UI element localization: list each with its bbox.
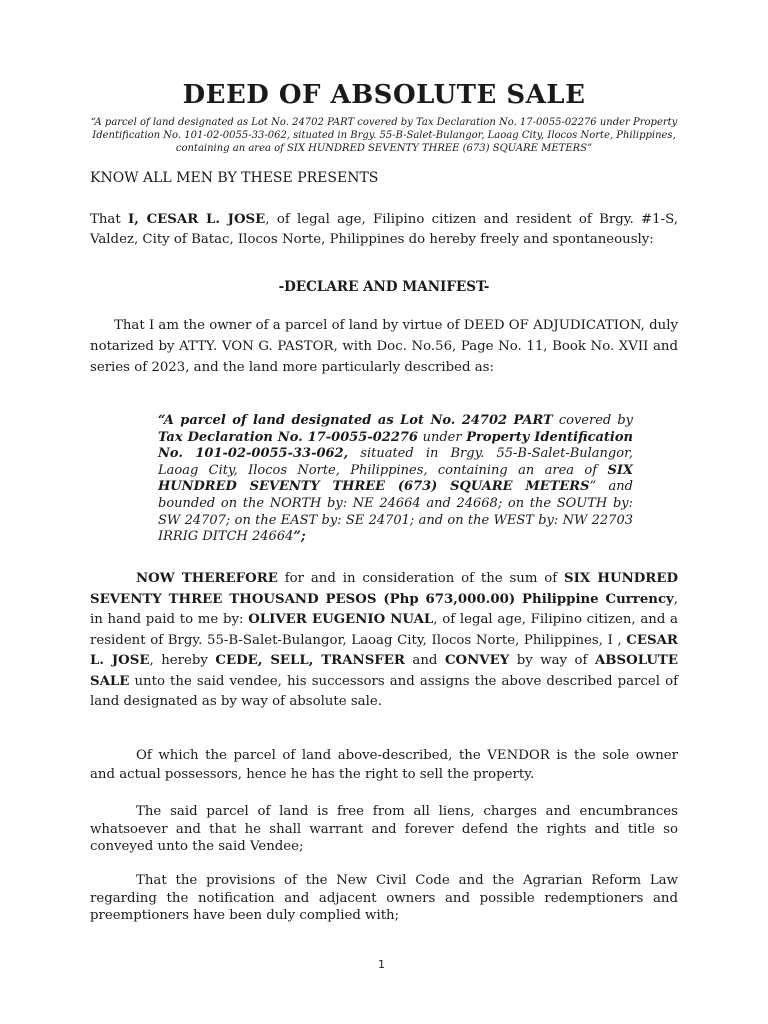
liens-paragraph: The said parcel of land is free from all liens, charges and encumbrances whatsoever and that he shall warrant and forever defend the rights and title so conveyed unto the said Vendee;: [90, 804, 678, 854]
subtitle-line: Identification No. 101-02-0055-33-062, situated in Brgy. 55-B-Salet-Bulangor, Laoag City, Ilocos Norte, Philippines,: [92, 130, 676, 141]
grantor-name: I, CESAR L. JOSE: [128, 212, 266, 227]
vendee-name: OLIVER EUGENIO NUAL: [248, 612, 434, 627]
document-subtitle: [90, 116, 678, 155]
property-description-quote: “A parcel of land designated as Lot No. 24702 PART covered by Tax Declaration No. 17-0055-02276 under Property Identification No. 101-02-0055-33-062, situated in Brgy. 55-B-Salet-Bulangor, Laoag City, Ilocos Norte, Philippines, containing an area of SIX HUNDRED SEVENTY THREE (673) SQUARE METERS” and bounded on the NORTH by: NE 24664 and 24668; on the SOUTH by: SW 24707; on the EAST by: SE 24701; and on the WEST by: NW 22703 IRRIG DITCH 24664”;: [158, 413, 633, 545]
civil-code-paragraph: That the provisions of the New Civil Code and the Agrarian Reform Law regarding the notification and adjacent owners and possible redemptioners and preemptioners have been duly complied with;: [90, 873, 678, 923]
consideration-paragraph: NOW THEREFORE for and in consideration of the sum of SIX HUNDRED SEVENTY THREE THOUSAND PESOS (Php 673,000.00) Philippine Currency, in hand paid to me by: OLIVER EUGENIO NUAL, of legal age, Filipino citizen, and a resident of Brgy. 55-B-Salet-Bulangor, Laoag City, Ilocos Norte, Philippines, I , CESAR L. JOSE, hereby CEDE, SELL, TRANSFER and CONVEY by way of ABSOLUTE SALE unto the said vendee, his successors and assigns the above described parcel of land designated as by way of absolute sale.: [90, 571, 678, 709]
subtitle-line: containing an area of SIX HUNDRED SEVENTY THREE (673) SQUARE METERS”: [175, 143, 593, 154]
declare-heading: -DECLARE AND MANIFEST-: [278, 279, 490, 295]
know-all-heading: KNOW ALL MEN BY THESE PRESENTS: [90, 170, 379, 186]
intro-paragraph: That I, CESAR L. JOSE, of legal age, Filipino citizen and resident of Brgy. #1-S, Valdez, City of Batac, Ilocos Norte, Philippines do hereby freely and spontaneously:: [90, 212, 678, 247]
page-number: 1: [378, 958, 385, 971]
document-title: DEED OF ABSOLUTE SALE: [182, 80, 586, 110]
ownership-paragraph: That I am the owner of a parcel of land by virtue of DEED OF ADJUDICATION, duly notarized by ATTY. VON G. PASTOR, with Doc. No.56, Page No. 11, Book No. XVII and series of 2023, and the land more particularly described as:: [90, 318, 678, 375]
sole-owner-paragraph: Of which the parcel of land above-described, the VENDOR is the sole owner and actual possessors, hence he has the right to sell the property.: [90, 748, 678, 782]
subtitle-line: “A parcel of land designated as Lot No. 24702 PART covered by Tax Declaration No. 17-0055-02276 under Property: [90, 117, 678, 128]
